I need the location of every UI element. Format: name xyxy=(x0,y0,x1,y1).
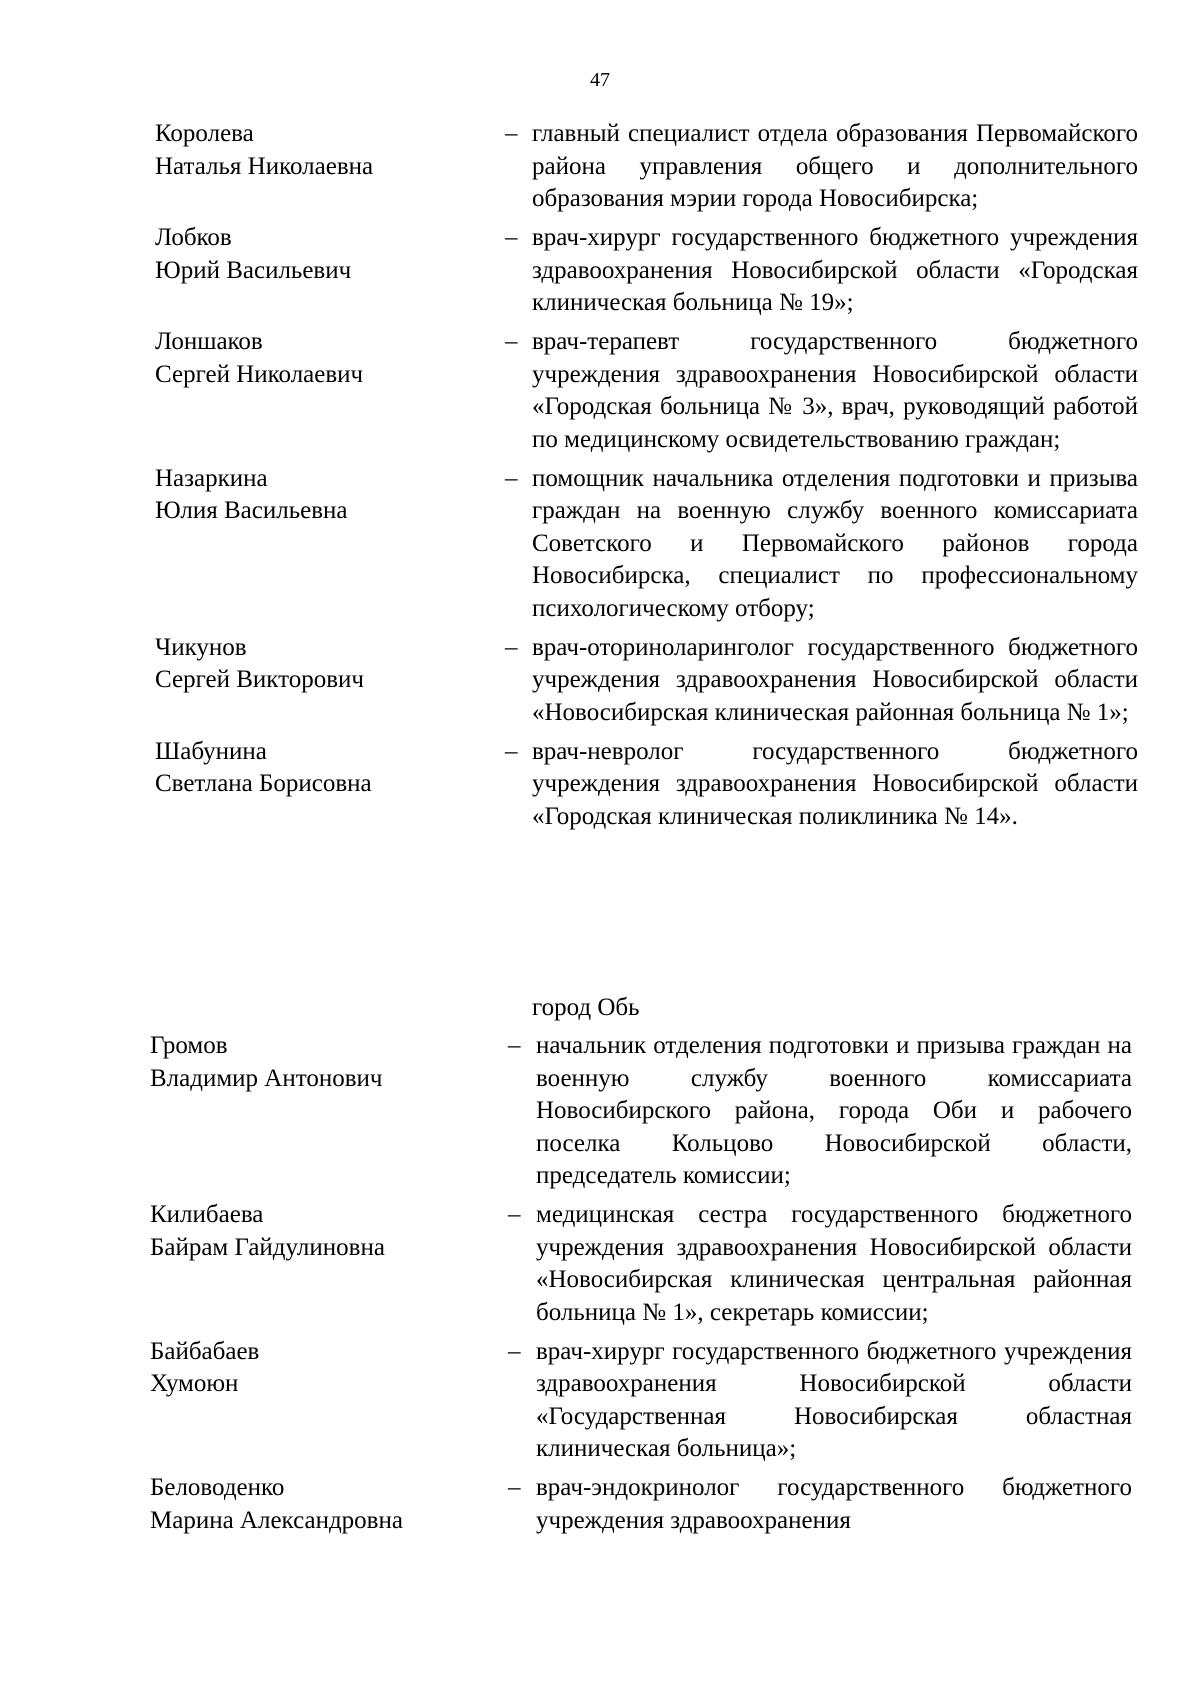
separator-dash: – xyxy=(505,328,518,355)
list-item xyxy=(0,1336,1200,1466)
list-item xyxy=(0,222,1200,320)
page-number: 47 xyxy=(590,69,610,91)
member-given-name: Наталья Николаевна xyxy=(155,152,374,180)
member-given-name: Юлия Васильевна xyxy=(155,497,348,524)
list-item xyxy=(0,118,1200,216)
member-given-name: Сергей Николаевич xyxy=(155,360,364,388)
member-surname: Шабунина xyxy=(155,737,267,765)
member-surname: Королева xyxy=(155,120,254,147)
member-given-name: Байрам Гайдулиновна xyxy=(150,1233,385,1261)
separator-dash: – xyxy=(508,1474,521,1501)
member-list-ob xyxy=(0,1030,1200,1544)
list-item xyxy=(0,1199,1200,1329)
member-surname: Беловоденко xyxy=(150,1474,285,1501)
member-surname: Лобков xyxy=(155,224,232,251)
member-given-name: Хумоюн xyxy=(150,1370,239,1397)
member-position: начальник отделения подготовки и призыва граждан на военную службу военного комиссариата Новосибирского района, города Оби и рабочего поселка Кольцово Новосибирской области, председатель комиссии; xyxy=(536,1032,1132,1189)
list-item xyxy=(0,1030,1200,1193)
list-item xyxy=(0,632,1200,730)
separator-dash: – xyxy=(505,224,518,251)
member-position: помощник начальника отделения подготовки и призыва граждан на военную службу военного комиссариата Советского и Первомайского районов города Новосибирска, специалист по профессиональному психологическому отбору; xyxy=(532,464,1138,622)
list-item xyxy=(0,326,1200,456)
member-given-name: Сергей Викторович xyxy=(155,666,364,693)
member-surname: Байбабаев xyxy=(150,1337,260,1365)
member-name xyxy=(155,118,373,183)
separator-dash: – xyxy=(508,1201,521,1228)
member-surname: Назаркина xyxy=(155,464,268,492)
member-surname: Лоншаков xyxy=(155,328,263,355)
member-name xyxy=(155,463,347,528)
separator-dash: – xyxy=(505,120,518,147)
member-name xyxy=(150,1472,403,1537)
separator-dash: – xyxy=(508,1032,521,1059)
member-name xyxy=(155,632,364,697)
member-position: врач-оториноларинголог государственного бюджетного учреждения здравоохранения Новосибирской области «Новосибирская клиническая районная больница № 1»; xyxy=(532,633,1138,726)
member-given-name: Светлана Борисовна xyxy=(155,770,372,797)
member-position: врач-терапевт государственного бюджетного учреждения здравоохранения Новосибирской области «Городская больница № 3», врач, руководящий работой по медицинскому освидетельствованию граждан; xyxy=(532,328,1138,453)
member-position: врач-эндокринолог государственного бюджетного учреждения здравоохранения xyxy=(536,1474,1132,1534)
city-heading: город Обь xyxy=(532,994,640,1021)
separator-dash: – xyxy=(508,1337,521,1365)
member-position: главный специалист отдела образования Первомайского района управления общего и дополнительного образования мэрии города Новосибирска; xyxy=(532,120,1138,212)
member-position: медицинская сестра государственного бюджетного учреждения здравоохранения Новосибирской области «Новосибирская клиническая центральная районная больница № 1», секретарь комиссии; xyxy=(536,1201,1132,1326)
member-name xyxy=(150,1030,382,1095)
member-surname: Громов xyxy=(150,1032,228,1059)
separator-dash: – xyxy=(505,464,518,492)
member-position: врач-хирург государственного бюджетного учреждения здравоохранения Новосибирской области «Государственная Новосибирская областная клиническая больница»; xyxy=(536,1337,1132,1462)
list-item xyxy=(0,463,1200,626)
separator-dash: – xyxy=(505,633,518,661)
member-name xyxy=(155,222,351,287)
member-list-novosibirsk xyxy=(0,118,1200,840)
member-surname: Килибаева xyxy=(150,1201,264,1228)
member-name xyxy=(155,736,372,801)
list-item xyxy=(0,736,1200,834)
member-name xyxy=(150,1336,259,1401)
member-name xyxy=(155,326,363,391)
member-given-name: Марина Александровна xyxy=(150,1506,403,1534)
member-position: врач-хирург государственного бюджетного учреждения здравоохранения Новосибирской области «Городская клиническая больница № 19»; xyxy=(532,224,1138,316)
member-surname: Чикунов xyxy=(155,633,247,661)
member-given-name: Юрий Васильевич xyxy=(155,256,352,284)
separator-dash: – xyxy=(505,737,518,765)
member-given-name: Владимир Антонович xyxy=(150,1064,383,1092)
member-position: врач-невролог государственного бюджетного учреждения здравоохранения Новосибирской области «Городская клиническая поликлиника № 14». xyxy=(532,737,1138,830)
list-item xyxy=(0,1472,1200,1537)
member-name xyxy=(150,1199,385,1264)
